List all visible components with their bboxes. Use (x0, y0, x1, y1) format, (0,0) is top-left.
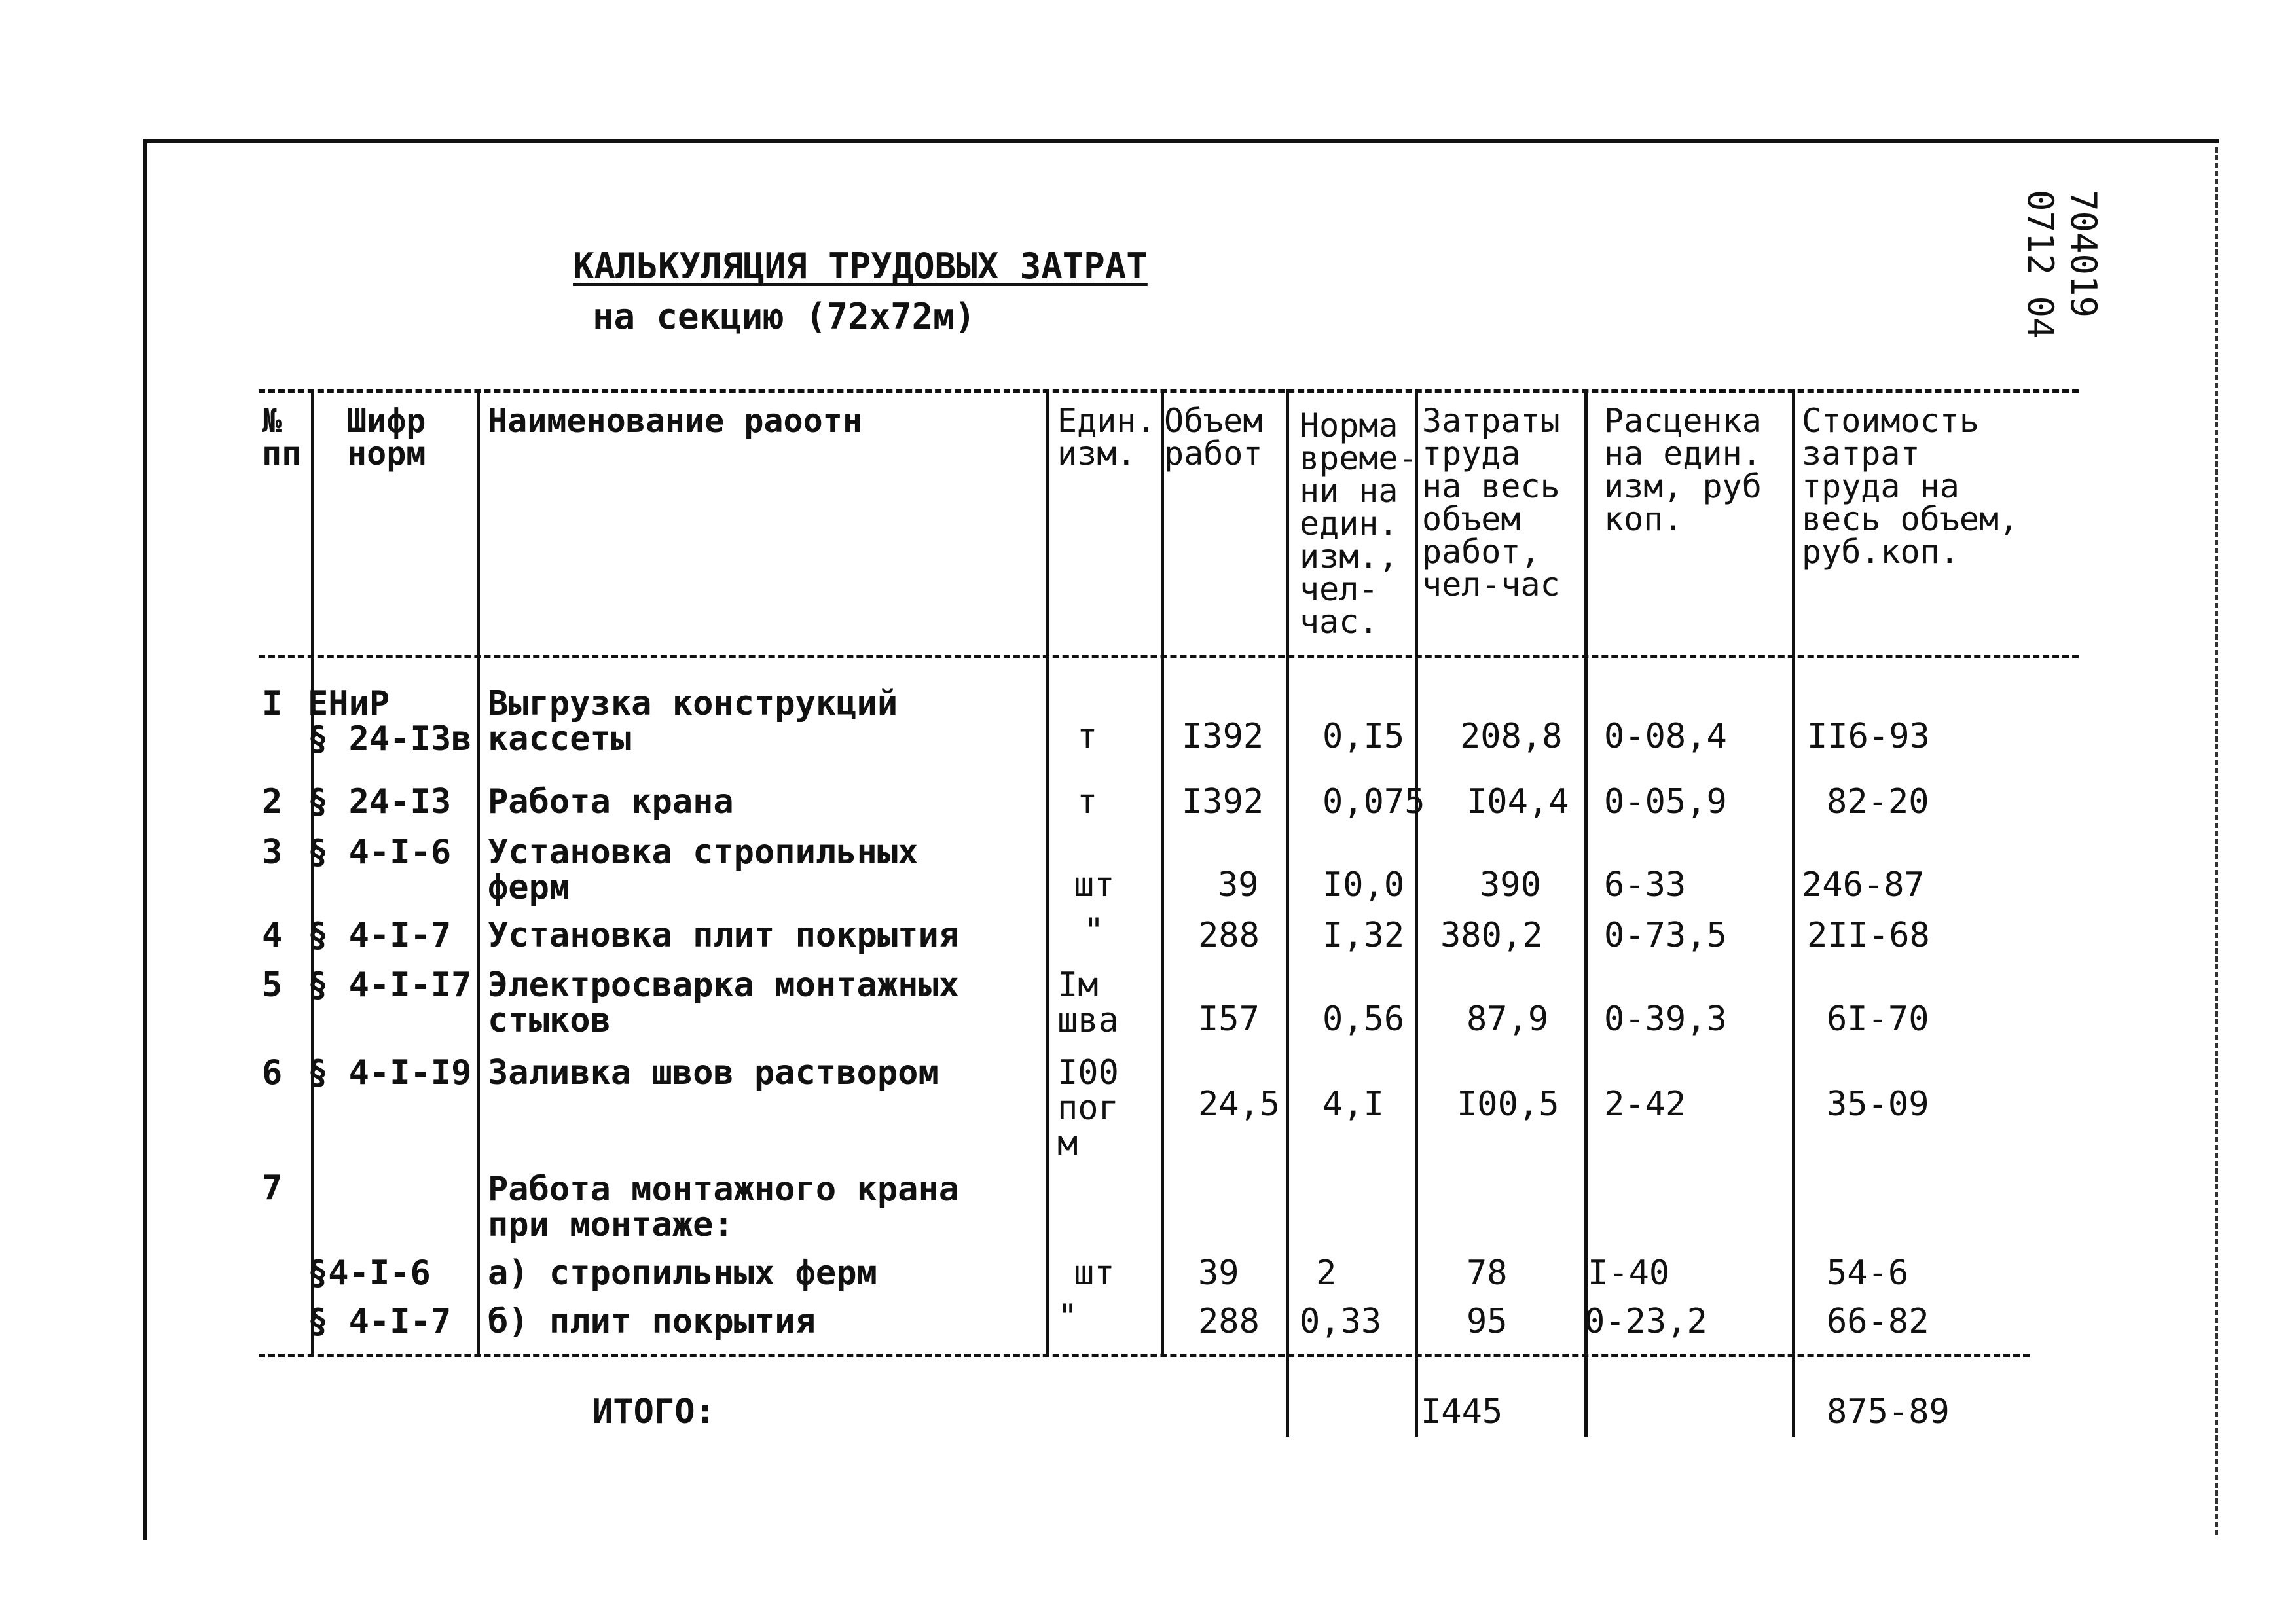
row-unit: " (1084, 911, 1104, 950)
page-frame-right (2215, 147, 2218, 1535)
row-norm: I,32 (1322, 916, 1405, 955)
col-divider (1046, 389, 1049, 1355)
row-volume: 24,5 (1198, 1085, 1281, 1124)
row-volume: I392 (1182, 717, 1264, 756)
row-rate: 0-23,2 (1584, 1302, 1707, 1341)
row-name: Заливка швов раствором (488, 1053, 939, 1092)
total-label: ИТОГО: (592, 1392, 716, 1432)
total-cost: 875-89 (1827, 1392, 1950, 1432)
row-norm: I0,0 (1322, 865, 1405, 905)
row-unit: т (1077, 782, 1098, 821)
row-num: 6 (262, 1053, 283, 1092)
header-norm: Норма време- ни на един. изм., чел- час. (1300, 406, 1418, 641)
col-divider (1286, 389, 1289, 1437)
row-code: ЕНиР § 24-I3в (308, 684, 472, 759)
header-labor: Затраты труда на весь объем работ, чел-час (1422, 402, 1560, 604)
header-volume: Объем работ (1164, 402, 1263, 473)
row-num: 4 (262, 916, 283, 955)
header-num: № пп (262, 402, 302, 473)
header-name: Наименование раоотн (488, 402, 862, 440)
row-volume: 288 (1198, 1302, 1260, 1341)
row-rate: 0-08,4 (1604, 717, 1727, 756)
row-code: § 4-I-7 (308, 916, 452, 955)
row-unit: I00 пог м (1057, 1053, 1119, 1163)
row-num: 7 (262, 1168, 283, 1208)
row-num: I (262, 684, 283, 723)
row-norm: 0,I5 (1322, 717, 1405, 756)
row-cost: 66-82 (1827, 1302, 1929, 1341)
row-norm: 4,I (1322, 1085, 1384, 1124)
row-name: Электросварка монтажных стыков (488, 965, 960, 1040)
row-labor: I04,4 (1467, 782, 1569, 821)
row-unit: Iм шва (1057, 965, 1119, 1040)
row-code: § 24-I3 (308, 782, 452, 821)
row-rate: 0-05,9 (1604, 782, 1727, 821)
row-code: § 4-I-6 (308, 833, 452, 872)
row-cost: 35-09 (1827, 1085, 1929, 1124)
row-cost: 54-6 (1827, 1254, 1909, 1293)
archive-stamp (2018, 190, 2105, 339)
row-name: Установка плит покрытия (488, 916, 960, 955)
row-norm: 0,56 (1322, 1000, 1405, 1039)
row-name: б) плит покрытия (488, 1302, 816, 1341)
header-code: Шифр норм (347, 402, 426, 473)
header-cost: Стоимость затрат труда на весь объем, руб.коп. (1802, 402, 2019, 571)
stamp-line: 704019 (2063, 190, 2104, 318)
row-labor: 87,9 (1467, 1000, 1549, 1039)
row-rate: 0-39,3 (1604, 1000, 1727, 1039)
row-volume: 39 (1198, 1254, 1239, 1293)
row-labor: 208,8 (1460, 717, 1563, 756)
row-cost: 6I-70 (1827, 1000, 1929, 1039)
row-unit: " (1057, 1297, 1078, 1337)
row-cost: 2II-68 (1807, 916, 1930, 955)
row-labor: 95 (1467, 1302, 1508, 1341)
page-frame-top (145, 139, 2219, 143)
row-labor: 78 (1467, 1254, 1508, 1293)
header-bottom-rule (259, 655, 2079, 658)
row-rate: 2-42 (1604, 1085, 1686, 1124)
header-unit: Един. изм. (1057, 402, 1156, 473)
row-name: а) стропильных ферм (488, 1254, 877, 1293)
row-volume: I392 (1182, 782, 1264, 821)
total-labor: I445 (1421, 1392, 1503, 1432)
row-volume: 39 (1218, 865, 1259, 905)
row-num: 2 (262, 782, 283, 821)
col-divider (1161, 389, 1164, 1355)
row-norm: 0,33 (1300, 1302, 1382, 1341)
document-title: КАЛЬКУЛЯЦИЯ ТРУДОВЫХ ЗАТРАТ (573, 245, 1148, 287)
row-volume: 288 (1198, 916, 1260, 955)
header-rate: Расценка на един. изм, руб коп. (1604, 402, 1762, 538)
row-unit: шт (1074, 865, 1115, 905)
page-frame-left (143, 139, 147, 1540)
row-cost: 246-87 (1802, 865, 1925, 905)
row-cost: 82-20 (1827, 782, 1929, 821)
table-top-rule (259, 389, 2079, 393)
row-num: 5 (262, 965, 283, 1005)
stamp-line: 0712 04 (2020, 190, 2061, 339)
row-rate: 6-33 (1604, 865, 1686, 905)
row-labor: I00,5 (1457, 1085, 1559, 1124)
table-bottom-rule (259, 1354, 2030, 1357)
row-name: Работа монтажного крана при монтаже: (488, 1170, 960, 1244)
row-name: Выгрузка конструкций кассеты (488, 684, 898, 759)
row-name: Работа крана (488, 782, 734, 821)
row-rate: I-40 (1588, 1254, 1670, 1293)
row-volume: I57 (1198, 1000, 1260, 1039)
row-cost: II6-93 (1807, 717, 1930, 756)
col-divider (477, 389, 480, 1355)
row-rate: 0-73,5 (1604, 916, 1727, 955)
row-norm: 2 (1316, 1254, 1337, 1293)
row-labor: 390 (1480, 865, 1541, 905)
row-unit: шт (1074, 1254, 1115, 1293)
row-norm: 0,075 (1322, 782, 1425, 821)
row-name: Установка стропильных ферм (488, 833, 919, 907)
col-divider (1792, 389, 1795, 1437)
row-code: § 4-I-I7 (308, 965, 472, 1005)
document-subtitle: на секцию (72х72м) (592, 296, 976, 337)
row-code: § 4-I-7 (308, 1302, 452, 1341)
row-code: §4-I-6 (308, 1254, 431, 1293)
row-num: 3 (262, 833, 283, 872)
row-unit: т (1077, 717, 1098, 756)
row-code: § 4-I-I9 (308, 1053, 472, 1092)
col-divider (311, 389, 314, 1355)
row-labor: 380,2 (1440, 916, 1543, 955)
